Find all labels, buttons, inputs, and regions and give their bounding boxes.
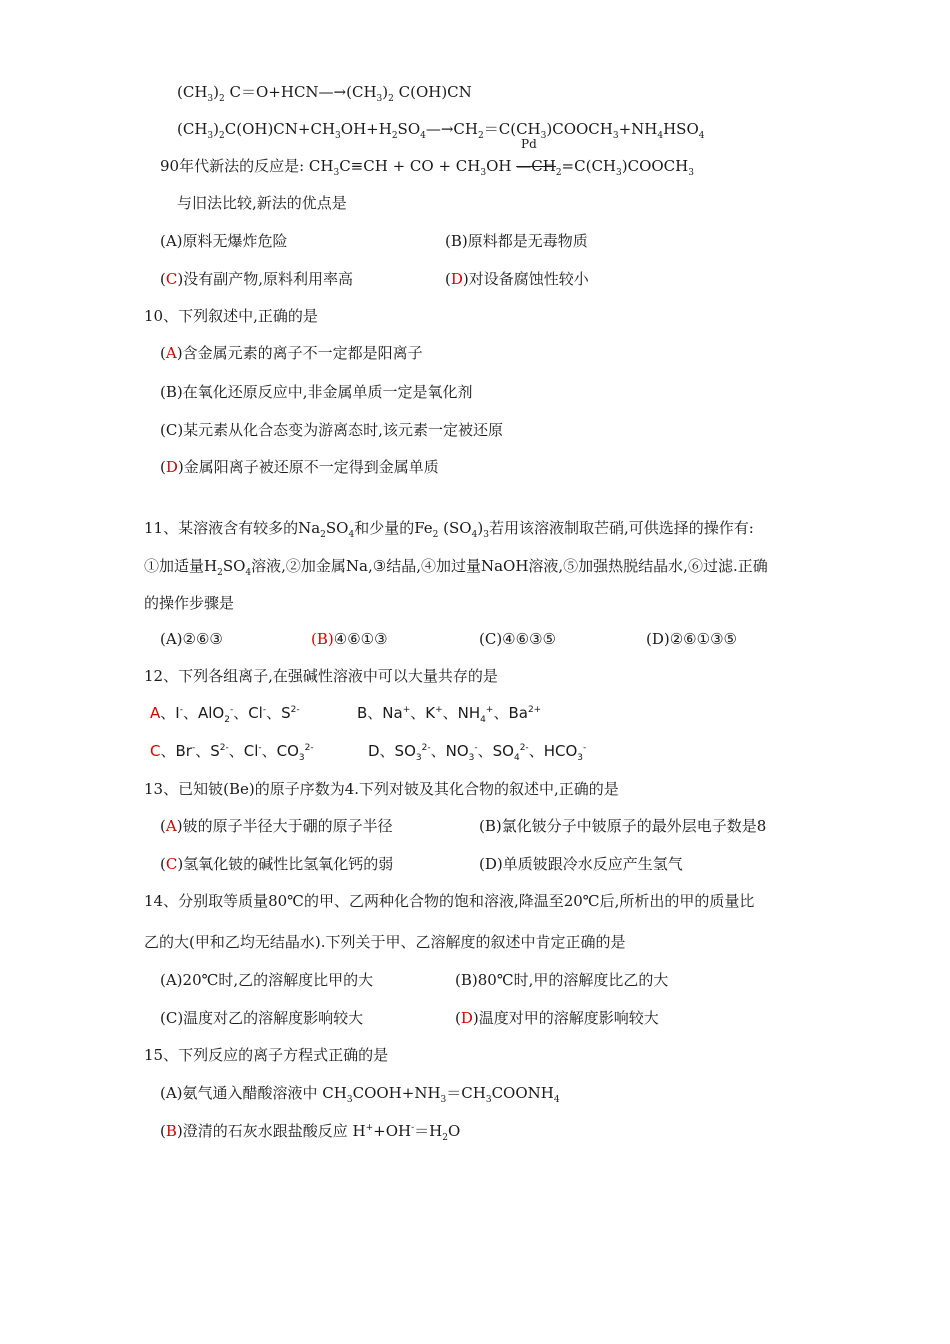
- q15-option-a: (A)氨气通入醋酸溶液中 $CH_3COOH+NH_3=CH_3COONH_4$: [160, 1084, 560, 1105]
- q13-option-a: (A)铍的原子半径大于硼的原子半径: [160, 817, 393, 835]
- answer-mark: D: [450, 270, 463, 288]
- answer-mark: B: [316, 630, 328, 648]
- q10-option-d: (D)金属阳离子被还原不一定得到金属单质: [160, 458, 439, 476]
- q10-option-a: (A)含金属元素的离子不一定都是阳离子: [160, 344, 423, 362]
- q9-stem: 与旧法比较,新法的优点是: [177, 194, 347, 212]
- answer-mark: C: [165, 855, 178, 873]
- answer-mark: D: [165, 458, 178, 476]
- q9-option-b: (B)原料都是无毒物质: [445, 232, 588, 250]
- q9-option-c: (C)没有副产物,原料利用率高: [160, 270, 353, 288]
- answer-mark: A: [150, 704, 161, 722]
- answer-mark: C: [165, 270, 178, 288]
- q12-option-b: B、Na+、K+、$NH_4^+$、$Ba^{2+}$: [357, 704, 542, 725]
- q10-stem: 10、下列叙述中,正确的是: [144, 307, 318, 325]
- q11-stem-line3: 的操作步骤是: [144, 594, 235, 612]
- q14-option-c: (C)温度对乙的溶解度影响较大: [160, 1009, 364, 1027]
- q15-stem: 15、下列反应的离子方程式正确的是: [144, 1046, 389, 1064]
- answer-mark: B: [165, 1122, 177, 1140]
- equation-new: 90年代新法的反应是: $CH_3C\equiv CH$ + CO + $CH_3OH$ $—CH_2=C(CH_3)COOCH_3$: [160, 157, 694, 178]
- q10-option-c: (C)某元素从化合态变为游离态时,该元素一定被还原: [160, 421, 503, 439]
- answer-mark: D: [460, 1009, 473, 1027]
- equation-old-2: $(CH_3)_2C(OH)CN+CH_3OH+H_2SO_4—\to CH_2=C(CH_3)COOCH_3+NH_4HSO_4$: [177, 120, 705, 141]
- q12-option-a: A、I-、AlO$_2$-、Cl-、$S^{2-}$: [150, 704, 300, 725]
- q9-option-a: (A)原料无爆炸危险: [160, 232, 288, 250]
- equation-old-1: $(CH_3)_2$ $C=O+HCN—\to(CH_3)_2$ C(OH)CN: [177, 83, 472, 104]
- q14-option-a: (A)20℃时,乙的溶解度比甲的大: [160, 971, 374, 989]
- q14-option-d: (D)温度对甲的溶解度影响较大: [455, 1009, 659, 1027]
- q14-option-b: (B)80℃时,甲的溶解度比乙的大: [455, 971, 669, 989]
- q13-stem: 13、已知铍(Be)的原子序数为4.下列对铍及其化合物的叙述中,正确的是: [144, 780, 619, 798]
- answer-mark: A: [165, 344, 177, 362]
- answer-mark: C: [150, 742, 161, 760]
- q13-option-d: (D)单质铍跟冷水反应产生氢气: [479, 855, 683, 873]
- q11-option-d: (D)②⑥①③⑤: [646, 630, 737, 648]
- q15-option-b: (B)澄清的石灰水跟盐酸反应 $H^++OH^-=H_2O$: [160, 1122, 461, 1143]
- q9-option-d: (D)对设备腐蚀性较小: [445, 270, 589, 288]
- q14-stem-line1: 14、分别取等质量80℃的甲、乙两种化合物的饱和溶液,降温至20℃后,所析出的甲的质量比: [144, 892, 755, 910]
- catalyst-label: Pd: [521, 137, 537, 151]
- answer-mark: A: [165, 817, 177, 835]
- q11-option-c: (C)④⑥③⑤: [479, 630, 556, 648]
- q12-option-d: D、$SO_3^{2-}$、$NO_3^-$、$SO_4^{2-}$、$HCO_3^-$: [368, 742, 587, 763]
- q13-option-c: (C)氢氧化铍的碱性比氢氧化钙的弱: [160, 855, 394, 873]
- q14-stem-line2: 乙的大(甲和乙均无结晶水).下列关于甲、乙溶解度的叙述中肯定正确的是: [144, 933, 626, 951]
- q11-stem-line2: ①加适量$H_2SO_4$溶液,②加金属Na,③结晶,④加过量NaOH溶液,⑤加强热脱结晶水,⑥过滤.正确: [144, 557, 768, 578]
- q11-stem-line1: 11、某溶液含有较多的$Na_2SO_4$和少量的$Fe_2$ $(SO_4)_3$若用该溶液制取芒硝,可供选择的操作有:: [144, 519, 754, 540]
- q12-stem: 12、下列各组离子,在强碱性溶液中可以大量共存的是: [144, 667, 498, 685]
- q13-option-b: (B)氯化铍分子中铍原子的最外层电子数是8: [479, 817, 767, 835]
- q11-option-b: (B)④⑥①③: [311, 630, 388, 648]
- q12-option-c: C、Br-、$S^{2-}$、Cl-、$CO_3^{2-}$: [150, 742, 314, 763]
- q10-option-b: (B)在氧化还原反应中,非金属单质一定是氧化剂: [160, 383, 473, 401]
- q11-option-a: (A)②⑥③: [160, 630, 223, 648]
